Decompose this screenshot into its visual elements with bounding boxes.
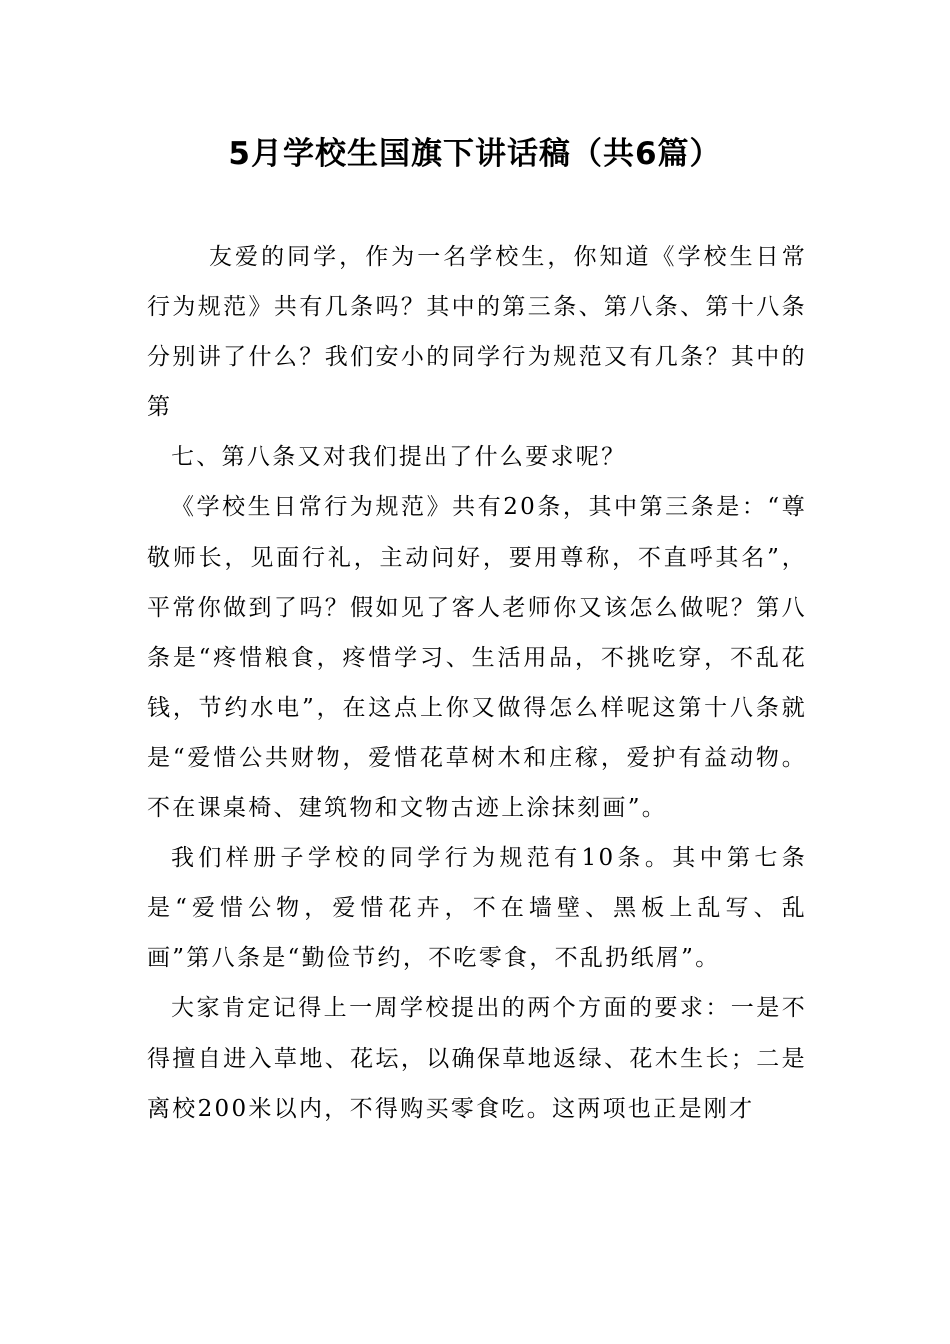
paragraph-1: 友爱的同学，作为一名学校生，你知道《学校生日常行为规范》共有几条吗？其中的第三条、第八条、第十八条分别讲了什么？我们安小的同学行为规范又有几条？其中的第 bbox=[147, 244, 807, 421]
paragraph-5: 大家肯定记得上一周学校提出的两个方面的要求：一是不得擅自进入草地、花坛，以确保草地返绿、花木生长；二是离校200米以内，不得购买零食吃。这两项也正是刚才 bbox=[147, 995, 807, 1122]
document-title: 5月学校生国旗下讲话稿（共6篇） bbox=[228, 136, 722, 172]
paragraph-2: 七、第八条又对我们提出了什么要求呢？ bbox=[171, 444, 627, 471]
paragraph-4: 我们样册子学校的同学行为规范有10条。其中第七条是“爱惜公物，爱惜花卉，不在墙壁、黑板上乱写、乱画”第八条是“勤俭节约，不吃零食，不乱扔纸屑”。 bbox=[147, 845, 807, 972]
document-body bbox=[147, 232, 807, 1134]
paragraph-3: 《学校生日常行为规范》共有20条，其中第三条是：“尊敬师长，见面行礼，主动问好，要用尊称，不直呼其名”，平常你做到了吗？假如见了客人老师你又该怎么做呢？第八条是“疼惜粮食，疼惜学习、生活用品，不挑吃穿，不乱花钱，节约水电”，在这点上你又做得怎么样呢这第十八条就是“爱惜公共财物，爱惜花草树木和庄稼，爱护有益动物。不在课桌椅、建筑物和文物古迹上涂抹刻画”。 bbox=[147, 494, 807, 822]
